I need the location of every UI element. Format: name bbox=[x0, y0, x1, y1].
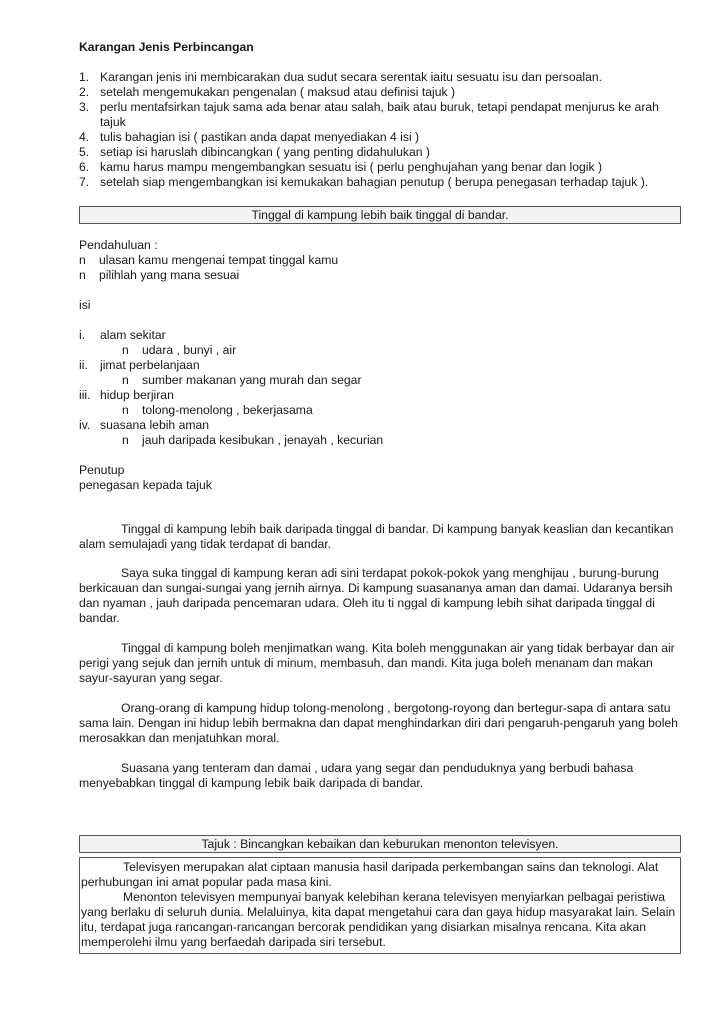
point-item bbox=[79, 358, 681, 373]
point-label: hidup berjiran bbox=[100, 388, 174, 402]
intro-point: pilihlah yang mana sesuai bbox=[99, 268, 240, 282]
rules-list bbox=[79, 70, 681, 190]
list-number: 5. bbox=[79, 145, 90, 159]
list-number: 6. bbox=[79, 160, 90, 174]
essay-paragraph: Menonton televisyen mempunyai banyak kelebihan kerana televisyen menyiarkan pelbagai peristiwa yang berlaku di seluruh dunia. Melaluinya, kita dapat mengetahui cara dan gaya hidup masyarakat lain. Selain itu, terdapat juga rancangan-rancangan bercorak pendidikan yang disiarkan misalnya rencana. Kita akan memperolehi ilmu yang berfaedah daripada siri tersebut. bbox=[81, 890, 676, 949]
point-item bbox=[79, 388, 681, 403]
intro-point: ulasan kamu mengenai tempat tinggal kamu bbox=[99, 253, 339, 267]
list-text: tulis bahagian isi ( pastikan anda dapat menyediakan 4 isi ) bbox=[100, 130, 420, 144]
list-text: kamu harus mampu mengembangkan sesuatu isi ( perlu penghujahan yang benar dan logik ) bbox=[100, 160, 603, 174]
point-item bbox=[79, 418, 681, 433]
roman-numeral: iii. bbox=[79, 388, 91, 402]
point-item bbox=[79, 328, 681, 343]
essay2-heading-box: Tajuk : Bincangkan kebaikan dan keburukan menonton televisyen. bbox=[79, 835, 681, 853]
sub-point-text: tolong-menolong , bekerjasama bbox=[142, 403, 313, 417]
roman-numeral: iv. bbox=[79, 418, 91, 432]
sub-point bbox=[79, 433, 681, 448]
list-text: Karangan jenis ini membicarakan dua sudut secara serentak iaitu sesuatu isu dan persoalan. bbox=[100, 70, 603, 84]
list-number: 4. bbox=[79, 130, 90, 144]
sub-point bbox=[79, 373, 681, 388]
bullet-marker: n bbox=[122, 433, 129, 447]
list-item bbox=[79, 160, 681, 175]
list-text: setiap isi haruslah dibincangkan ( yang penting didahulukan ) bbox=[100, 145, 430, 159]
essay-paragraph: Suasana yang tenteram dan damai , udara yang segar dan penduduknya yang berbudi bahasa menyebabkan tinggal di kampung lebik baik daripada di bandar. bbox=[79, 761, 634, 790]
bullet-marker: n bbox=[122, 403, 129, 417]
list-item bbox=[79, 130, 681, 145]
bullet-marker: n bbox=[79, 268, 86, 282]
list-text: setelah mengemukakan pengenalan ( maksud atau definisi tajuk ) bbox=[100, 85, 456, 99]
bullet-marker: n bbox=[122, 373, 129, 387]
essay-paragraph: Saya suka tinggal di kampung keran adi sini terdapat pokok-pokok yang menghijau , burung-burung berkicauan dan sungai-sungai yang jernih airnya. Di kampung suasananya aman dan damai. Udaranya bersih dan nyaman , jauh daripada pencemaran udara. Oleh itu ti nggal di kampung lebih sihat daripada tinggal di bandar. bbox=[79, 566, 673, 625]
list-number: 2. bbox=[79, 85, 90, 99]
list-item bbox=[79, 175, 681, 190]
roman-numeral: ii. bbox=[79, 358, 88, 372]
sub-point bbox=[79, 403, 681, 418]
sub-point bbox=[79, 343, 681, 358]
closing-label: Penutup bbox=[79, 463, 125, 477]
list-item bbox=[79, 253, 681, 268]
list-item bbox=[79, 268, 681, 283]
essay2-text-box bbox=[79, 857, 681, 954]
isi-label: isi bbox=[79, 298, 91, 312]
essay-paragraph: Televisyen merupakan alat ciptaan manusia hasil daripada perkembangan sains dan teknologi. Alat perhubungan ini amat popular pada masa kini. bbox=[81, 860, 659, 889]
sub-point-text: sumber makanan yang murah dan segar bbox=[142, 373, 362, 387]
closing-text: penegasan kepada tajuk bbox=[79, 478, 212, 492]
document-page bbox=[79, 40, 681, 954]
bullet-marker: n bbox=[122, 343, 129, 357]
intro-label: Pendahuluan : bbox=[79, 238, 158, 252]
document-title: Karangan Jenis Perbincangan bbox=[79, 40, 254, 54]
bullet-marker: n bbox=[79, 253, 86, 267]
sub-point-text: jauh daripada kesibukan , jenayah , kecurian bbox=[142, 433, 384, 447]
essay-paragraph: Orang-orang di kampung hidup tolong-menolong , bergotong-royong dan bertegur-sapa di antara satu sama lain. Dengan ini hidup lebih bermakna dan dapat menghindarkan diri dari pengaruh-pengaruh yang boleh merosakkan dan menjatuhkan moral. bbox=[79, 701, 678, 745]
list-text: setelah siap mengembangkan isi kemukakan bahagian penutup ( berupa penegasan terhadap tajuk ). bbox=[100, 175, 649, 189]
essay-paragraph: Tinggal di kampung boleh menjimatkan wang. Kita boleh menggunakan air yang tidak berbayar dan air perigi yang sejuk dan jernih untuk di minum, membasuh, dan mandi. Kita juga boleh menanam dan makan sayur-sayuran yang segar. bbox=[79, 641, 675, 685]
point-label: suasana lebih aman bbox=[100, 418, 210, 432]
list-text: perlu mentafsirkan tajuk sama ada benar atau salah, baik atau buruk, tetapi pendapat menjurus ke arah tajuk bbox=[100, 100, 659, 129]
essay-paragraph: Tinggal di kampung lebih baik daripada tinggal di bandar. Di kampung banyak keaslian dan kecantikan alam semulajadi yang tidak terdapat di bandar. bbox=[79, 522, 674, 551]
point-label: jimat perbelanjaan bbox=[100, 358, 200, 372]
list-number: 1. bbox=[79, 70, 90, 84]
point-label: alam sekitar bbox=[100, 328, 166, 342]
essay1-heading-box: Tinggal di kampung lebih baik tinggal di bandar. bbox=[79, 206, 681, 224]
sub-point-text: udara , bunyi , air bbox=[142, 343, 237, 357]
roman-numeral: i. bbox=[79, 328, 86, 342]
list-number: 3. bbox=[79, 100, 90, 114]
list-number: 7. bbox=[79, 175, 90, 189]
list-item bbox=[79, 85, 681, 100]
list-item bbox=[79, 100, 681, 130]
list-item bbox=[79, 145, 681, 160]
list-item bbox=[79, 70, 681, 85]
